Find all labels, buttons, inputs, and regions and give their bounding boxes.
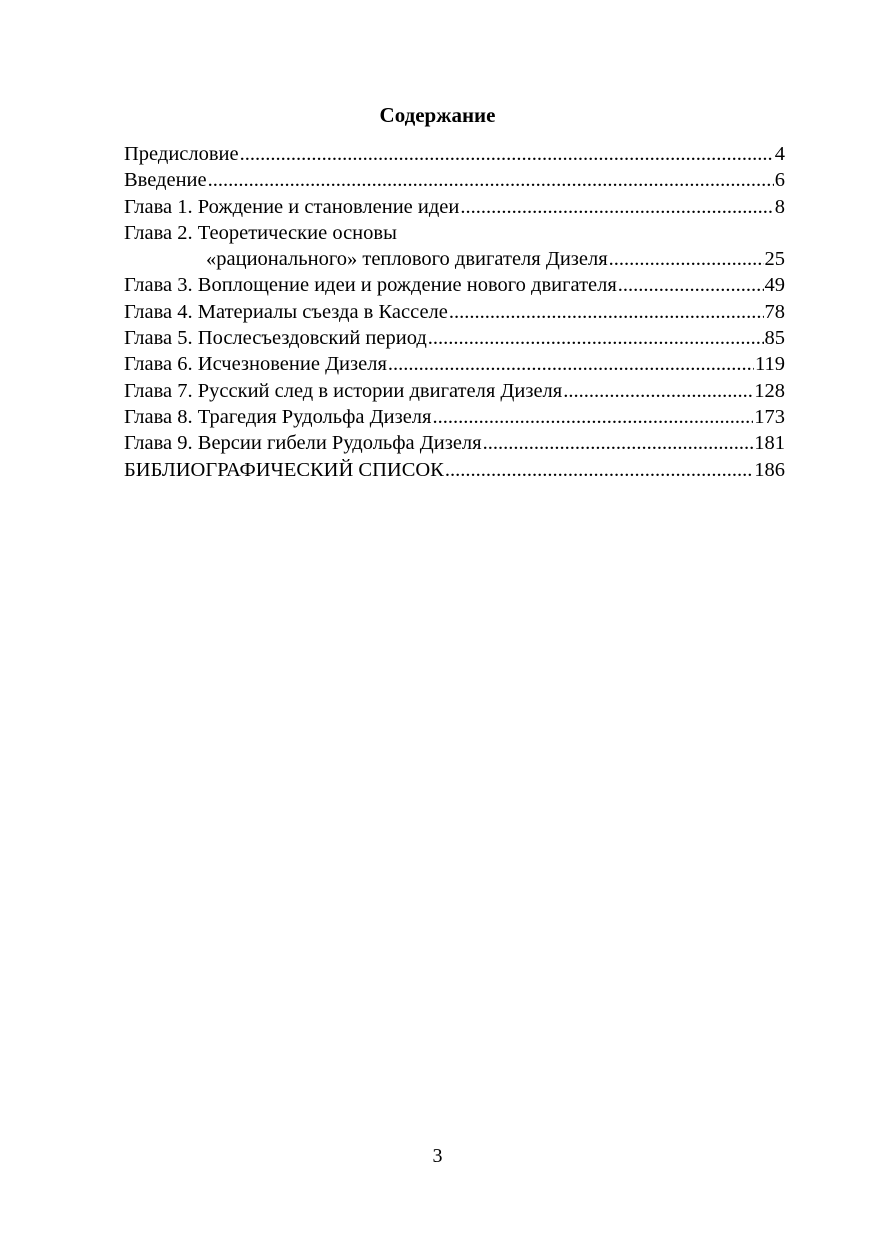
toc-entry-title: БИБЛИОГРАФИЧЕСКИЙ СПИСОК	[124, 458, 444, 481]
page-number: 3	[432, 1145, 443, 1167]
toc-entry-chapter-1[interactable]	[124, 194, 785, 220]
toc-entry-title: Глава 5. Послесъездовский период	[124, 327, 427, 350]
toc-entry-title: Глава 7. Русский след в истории двигателя Дизеля	[124, 379, 563, 402]
toc-leader-dots	[388, 351, 754, 377]
page-title: Содержание	[379, 103, 496, 127]
toc-entry-page: 4	[774, 143, 785, 165]
toc-entry-title: Введение	[124, 169, 207, 192]
toc-leader-dots	[240, 141, 774, 167]
toc-entry-page: 6	[774, 169, 785, 192]
toc-entry-page: 186	[754, 458, 785, 481]
toc-entry-title: Глава 4. Материалы съезда в Касселе	[124, 300, 448, 323]
toc-entry-introduction[interactable]	[124, 167, 785, 193]
toc-leader-dots	[445, 457, 753, 483]
toc-entry-title: «рационального» теплового двигателя Дизеля	[206, 248, 608, 271]
toc-leader-dots	[460, 194, 773, 220]
toc-entry-title: Глава 8. Трагедия Рудольфа Дизеля	[124, 405, 432, 428]
toc-entry-title: Предисловие	[124, 143, 239, 165]
toc-entry-page: 49	[764, 274, 785, 297]
toc-entry-chapter-4[interactable]	[124, 299, 785, 325]
toc-entry-bibliography[interactable]	[124, 457, 785, 483]
toc-leader-dots	[609, 246, 764, 272]
toc-leader-dots	[618, 272, 764, 298]
toc-entry-chapter-5[interactable]	[124, 325, 785, 351]
toc-leader-dots	[483, 430, 754, 456]
toc-leader-dots	[563, 378, 753, 404]
toc-leader-dots	[432, 404, 753, 430]
toc-entry-page: 181	[754, 432, 785, 455]
toc-entry-page: 173	[754, 405, 785, 428]
toc-entry-title: Глава 6. Исчезновение Дизеля	[124, 353, 387, 376]
toc-entry-chapter-3[interactable]	[124, 272, 785, 298]
toc-entry-chapter-2-continued[interactable]	[124, 246, 785, 272]
toc-entry-title: Глава 9. Версии гибели Рудольфа Дизеля	[124, 432, 482, 455]
toc-leader-dots	[428, 325, 764, 351]
toc-entry-chapter-2[interactable]	[124, 220, 785, 246]
toc-entry-title: Глава 2. Теоретические основы	[124, 221, 397, 244]
toc-entry-page: 119	[755, 353, 785, 376]
toc-entry-page: 78	[764, 300, 785, 323]
toc-entry-chapter-6[interactable]	[124, 351, 785, 377]
toc-leader-dots	[449, 299, 764, 325]
toc-entry-title: Глава 1. Рождение и становление идеи	[124, 195, 460, 218]
toc-entry-page: 8	[774, 195, 785, 218]
toc-entry-chapter-9[interactable]	[124, 430, 785, 456]
toc-leader-dots	[208, 167, 774, 193]
toc-entry-preface[interactable]	[124, 141, 785, 167]
toc-entry-page: 85	[764, 327, 785, 350]
toc-entry-chapter-8[interactable]	[124, 404, 785, 430]
toc-entry-page: 25	[764, 248, 785, 271]
toc-entry-chapter-7[interactable]	[124, 378, 785, 404]
toc-entry-title: Глава 3. Воплощение идеи и рождение нового двигателя	[124, 274, 617, 297]
table-of-contents	[124, 141, 785, 483]
toc-entry-page: 128	[754, 379, 785, 402]
